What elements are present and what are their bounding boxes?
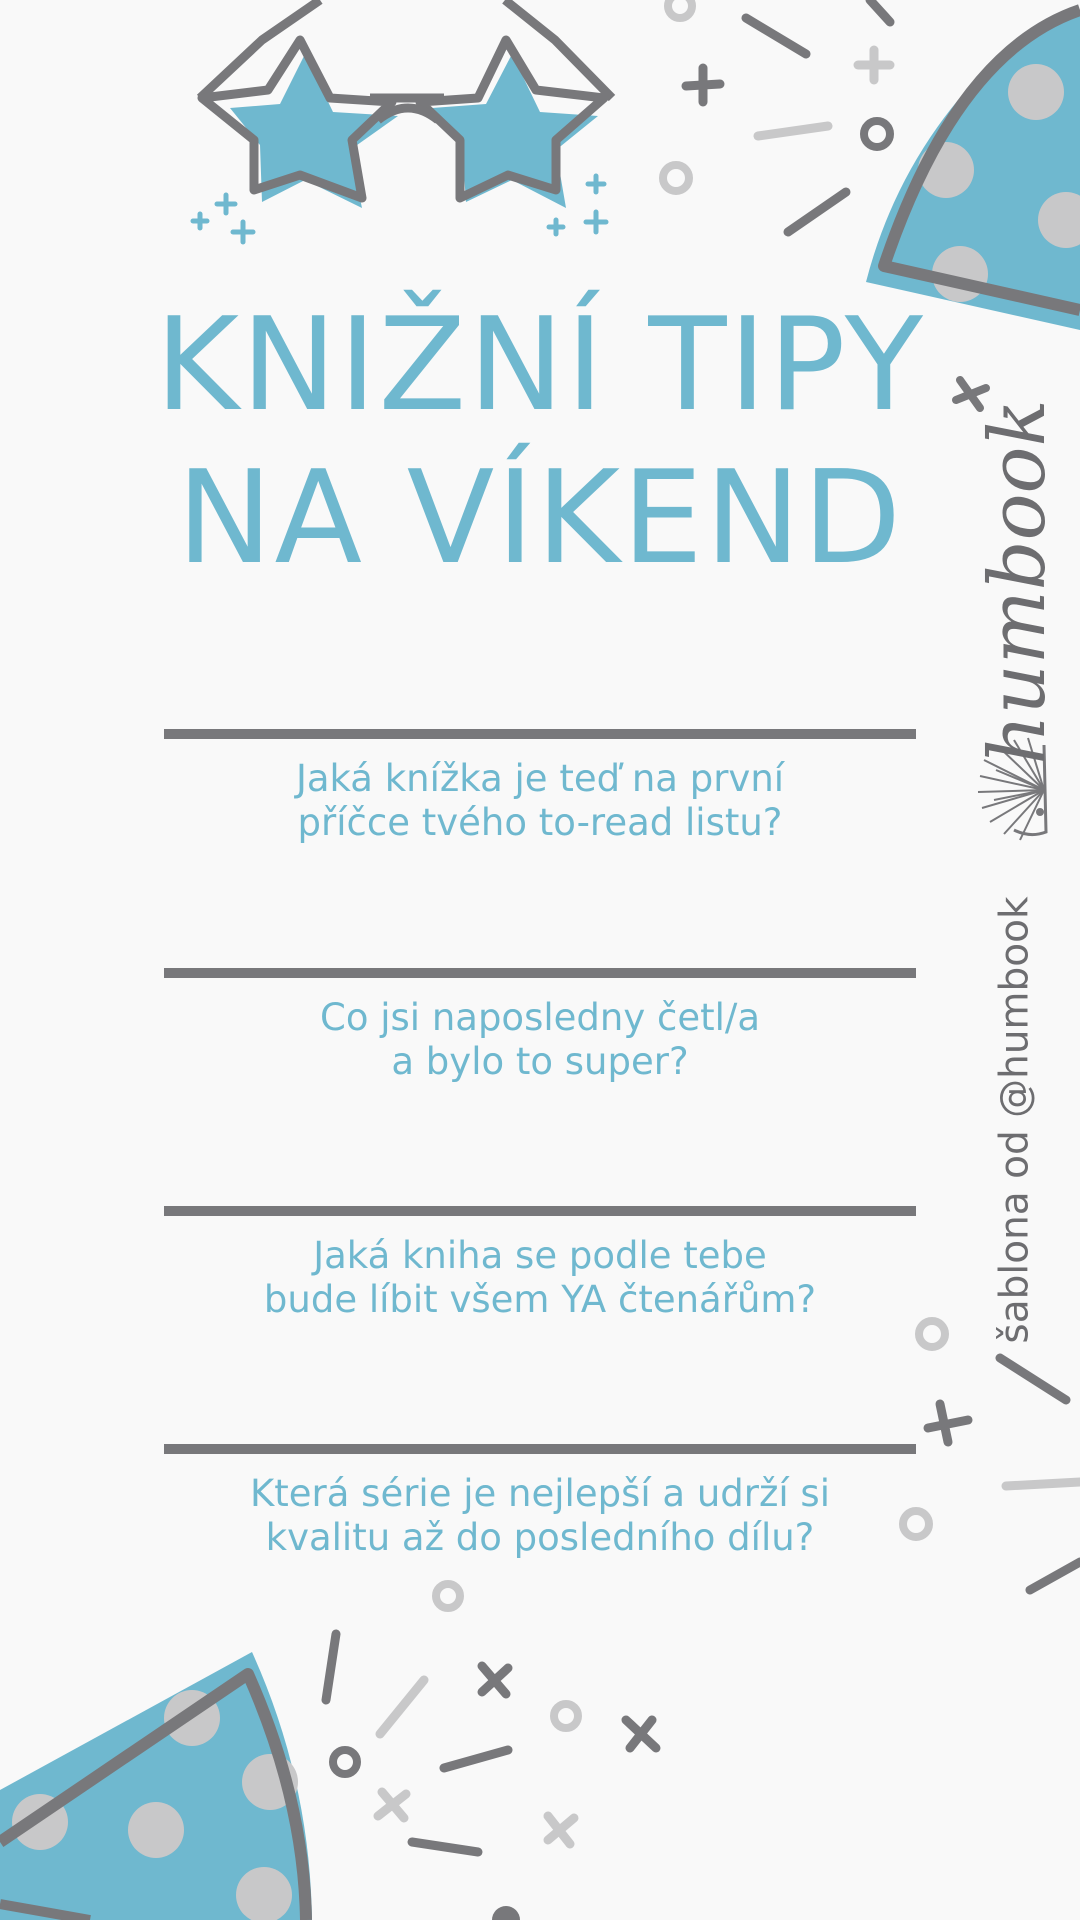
confetti-bottom — [326, 1584, 656, 1920]
star-glasses-icon — [193, 0, 612, 242]
question-2-line-2: a bylo to super? — [391, 1040, 689, 1083]
page-title-line-1: KNIŽNÍ TIPY — [155, 291, 925, 440]
question-3 — [164, 1234, 916, 1322]
brand-logo-text: humbook — [973, 399, 1063, 765]
page-title-line-2: NA VÍKEND — [176, 444, 904, 593]
question-4-line-1: Která série je nejlepší a udrží si — [250, 1472, 830, 1515]
credit-text: šablona od @humbook — [992, 896, 1038, 1344]
answer-line-4 — [164, 1444, 916, 1454]
confetti-right — [903, 1321, 1080, 1590]
question-3-line-2: bude líbit všem YA čtenářům? — [263, 1278, 817, 1321]
question-3-line-1: Jaká kniha se podle tebe — [313, 1234, 767, 1277]
question-2 — [164, 996, 916, 1084]
answer-line-1 — [164, 729, 916, 739]
question-2-line-1: Co jsi naposledny četl/a — [319, 996, 761, 1039]
question-1 — [164, 757, 916, 845]
answer-line-2 — [164, 968, 916, 978]
party-hat-icon — [866, 10, 1080, 330]
answer-line-3 — [164, 1206, 916, 1216]
question-4-line-2: kvalitu až do posledního dílu? — [265, 1516, 815, 1559]
question-1-line-1: Jaká knížka je teď na první — [295, 757, 785, 800]
party-hat-icon — [0, 1652, 312, 1920]
question-1-line-2: příčce tvého to-read listu? — [297, 801, 783, 844]
question-4 — [164, 1472, 916, 1560]
